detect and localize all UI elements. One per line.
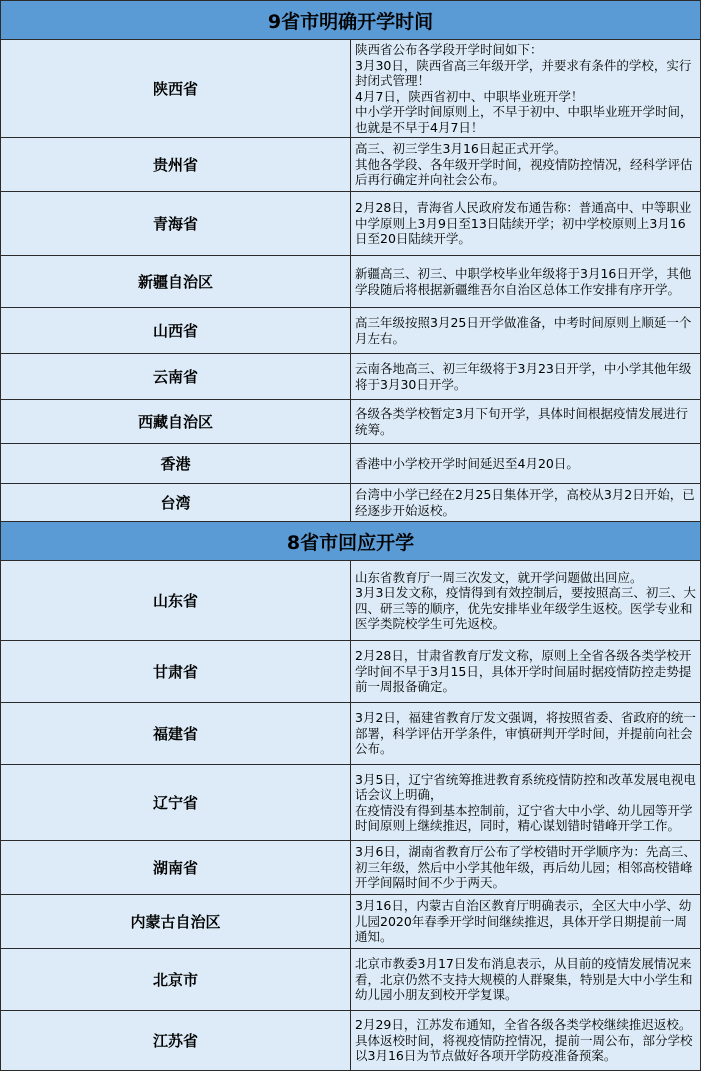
table-row [1,841,701,895]
region-description [351,484,701,522]
table-row [1,400,701,444]
region-name: 贵州省 [1,138,351,192]
description-line: 中小学开学时间原则上，不早于初中、中职毕业班开学时间，也就是不早于4月7日！ [355,104,693,135]
description-line: 在疫情没有得到基本控制前，辽宁省大中小学、幼儿园等开学时间原则上继续推迟，同时，精心谋划错时错峰开学工作。 [355,802,693,833]
region-name: 云南省 [1,354,351,400]
description-line: 2月28日，青海省人民政府发布通告称：普通高中、中等职业中学原则上3月9日至13日陆续开学；初中学校原则上3月16日至20日陆续开学。 [355,200,692,247]
section-header-row [1,1,701,40]
description-line: 陕西省公布各学段开学时间如下： [355,42,543,57]
region-description [351,703,701,765]
region-description [351,354,701,400]
description-line: 其他各学段、各年级开学时间，视疫情防控情况，经科学评估后再行确定并向社会公布。 [355,156,693,188]
region-name: 陕西省 [1,40,351,138]
section-title: 8省市回应开学 [1,522,701,561]
region-description [351,765,701,841]
description-line: 3月5日，辽宁省统筹推进教育系统疫情防控和改革发展电视电话会议上明确， [355,771,696,802]
region-name: 内蒙古自治区 [1,895,351,949]
region-description [351,841,701,895]
description-line: 台湾中小学已经在2月25日集体开学，高校从3月2日开始，已经逐步开始返校。 [355,487,695,518]
description-line: 3月16日，内蒙古自治区教育厅明确表示，全区大中小学、幼儿园2020年春季开学时间继续推迟，具体开学日期提前一周通知。 [355,898,692,945]
region-name: 甘肃省 [1,641,351,703]
table-row [1,703,701,765]
description-line: 3月30日，陕西省高三年级开学，并要求有条件的学校，实行封闭式管理！ [355,57,692,88]
description-line: 4月7日，陕西省初中、中职毕业班开学！ [355,88,584,104]
region-description [351,40,701,138]
section-header-row [1,522,701,561]
region-name: 北京市 [1,949,351,1011]
description-line: 2月28日，甘肃省教育厅发文称，原则上全省各级各类学校开学时间不早于3月15日，具体开学时间届时据疫情防控走势提前一周报备确定。 [355,648,692,695]
region-description [351,308,701,354]
region-description [351,561,701,641]
region-description [351,192,701,256]
table-row [1,256,701,308]
table-row [1,138,701,192]
description-line: 北京市教委3月17日发布消息表示，从目前的疫情发展情况来看，北京仍然不支持大规模的人群聚集，特别是大中小学生和幼儿园小朋友到校开学复课。 [355,956,693,1003]
region-name: 新疆自治区 [1,256,351,308]
table-row [1,949,701,1011]
region-name: 福建省 [1,703,351,765]
region-description [351,949,701,1011]
description-line: 3月3日发文称，疫情得到有效控制后，要按照高三、初三、大四、研三等的顺序，优先安排毕业年级学生返校。医学专业和医学类院校学生可先返校。 [355,585,696,631]
region-name: 辽宁省 [1,765,351,841]
description-line: 2月29日，江苏发布通知，全省各级各类学校继续推迟返校。 [355,1017,692,1033]
region-name: 西藏自治区 [1,400,351,444]
table-row [1,444,701,484]
region-description [351,641,701,703]
table-row [1,1011,701,1071]
region-name: 山西省 [1,308,351,354]
description-line: 高三年级按照3月25日开学做准备，中考时间原则上顺延一个月左右。 [355,315,692,346]
region-description [351,256,701,308]
region-name: 香港 [1,444,351,484]
table-row [1,40,701,138]
description-line: 各级各类学校暂定3月下旬开学，具体时间根据疫情发展进行统筹。 [355,406,688,437]
region-description [351,895,701,949]
region-description [351,1011,701,1071]
region-name: 台湾 [1,484,351,522]
region-name: 湖南省 [1,841,351,895]
region-description [351,444,701,484]
table-row [1,354,701,400]
region-name: 江苏省 [1,1011,351,1071]
table-row [1,308,701,354]
section-title: 9省市明确开学时间 [1,1,701,40]
table-row [1,192,701,256]
description-line: 高三、初三学生3月16日起正式开学。 [355,141,567,157]
description-line: 3月6日，湖南省教育厅公布了学校错时开学顺序为：先高三、初三年级，然后中小学其他年级，再后幼儿园；相邻高校错峰开学间隔时间不少于两天。 [355,844,696,891]
table-row [1,641,701,703]
description-line: 香港中小学校开学时间延迟至4月20日。 [355,455,579,471]
region-description [351,400,701,444]
table-row [1,484,701,522]
table-row [1,561,701,641]
region-name: 山东省 [1,561,351,641]
table-row [1,895,701,949]
region-name: 青海省 [1,192,351,256]
description-line: 云南各地高三、初三年级将于3月23日开学，中小学其他年级将于3月30日开学。 [355,361,692,392]
description-line: 3月2日，福建省教育厅发文强调，将按照省委、省政府的统一部署，科学评估开学条件，审慎研判开学时间，并提前向社会公布。 [355,710,696,757]
description-line: 具体返校时间，将视疫情防控情况，提前一周公布，部分学校以3月16日为节点做好各项开学防疫准备预案。 [355,1032,693,1064]
table-row [1,765,701,841]
description-line: 新疆高三、初三、中职学校毕业年级将于3月16日开学，其他学段随后将根据新疆维吾尔自治区总体工作安排有序开学。 [355,266,692,297]
region-description [351,138,701,192]
description-line: 山东省教育厅一周三次发文，就开学问题做出回应。 [355,569,643,585]
